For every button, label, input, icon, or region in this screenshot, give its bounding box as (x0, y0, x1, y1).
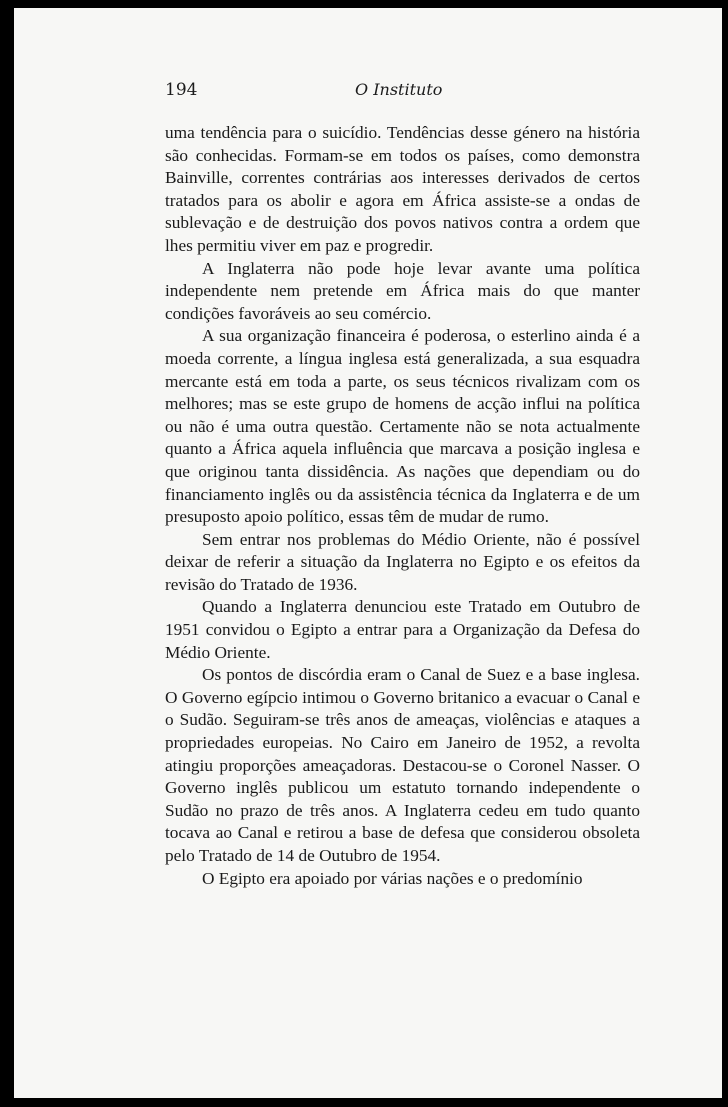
paragraph-continuation: uma tendência para o suicídio. Tendências desse género na história são conhecidas. Formam-se em todos os países, como demonstra Bainville, correntes contrárias aos interesses derivados de certos tratados para os abolir e agora em África assiste-se a ondas de sublevação e de destruição dos povos nativos contra a ordem que lhes permitiu viver em paz e progredir. (165, 123, 640, 255)
paragraph: Os pontos de discórdia eram o Canal de Suez e a base inglesa. O Governo egípcio intimou o Governo britanico a evacuar o Canal e o Sudão. Seguiram-se três anos de ameaças, violências e ataques a propriedades europeias. No Cairo em Janeiro de 1952, a revolta atingiu proporções ameaçadoras. Destacou-se o Coronel Nasser. O Governo inglês publicou um estatuto tornando independente o Sudão no prazo de três anos. A Inglaterra cedeu em tudo quanto tocava ao Canal e retirou a base de defesa que considerou obsoleta pelo Tratado de 14 de Outubro de 1954. (165, 665, 640, 865)
page-header (165, 80, 655, 104)
paragraph: O Egipto era apoiado por várias nações e o predomínio (202, 868, 583, 888)
paragraph: A Inglaterra não pode hoje levar avante uma política independente nem pretende em África mais do que manter condições favoráveis ao seu comércio. (165, 258, 640, 323)
page-number: 194 (165, 80, 198, 100)
paragraph: Quando a Inglaterra denunciou este Tratado em Outubro de 1951 convidou o Egipto a entrar para a Organização da Defesa do Médio Oriente. (165, 597, 640, 662)
book-page (14, 8, 722, 1098)
running-title: O Instituto (355, 80, 443, 99)
body-text (165, 122, 640, 890)
paragraph: Sem entrar nos problemas do Médio Oriente, não é possível deixar de referir a situação da Inglaterra no Egipto e os efeitos da revisão do Tratado de 1936. (165, 529, 640, 594)
paragraph: A sua organização financeira é poderosa, o esterlino ainda é a moeda corrente, a língua inglesa está generalizada, a sua esquadra mercante está em toda a parte, os seus técnicos rivalizam com os melhores; mas se este grupo de homens de acção influi na política ou não é uma outra questão. Certamente não se nota actualmente quanto a África aquela influência que marcava a posição inglesa e que originou tanta dissidência. As nações que dependiam ou do financiamento inglês ou da assistência técnica da Inglaterra e de um presuposto apoio político, essas têm de mudar de rumo. (165, 326, 640, 527)
